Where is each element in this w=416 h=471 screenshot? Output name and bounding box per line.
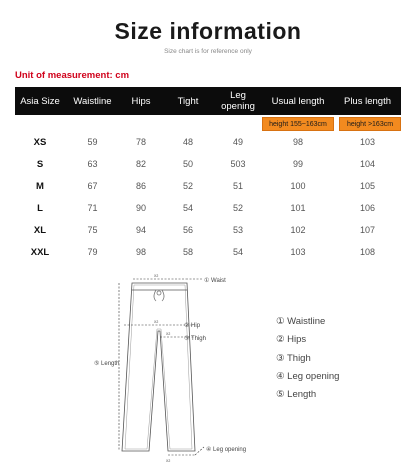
tight-cell: 54 — [182, 203, 193, 213]
size-cell: XXL — [30, 246, 50, 258]
diagram-label-length: ⑤ Length — [94, 361, 120, 367]
tight-cell: 52 — [182, 181, 193, 191]
waistline-cell: 71 — [87, 203, 98, 213]
plus-length-cell: 108 — [359, 247, 376, 257]
usual-length-cell: 98 — [292, 137, 303, 147]
hips-cell: 86 — [135, 181, 146, 191]
usual-length-cell: 103 — [290, 247, 306, 257]
header-waistline: Waistline — [73, 95, 112, 107]
table-row — [15, 219, 401, 241]
diagram-label-leg-opening: ④ Leg opening — [206, 447, 247, 453]
tight-cell: 58 — [182, 247, 193, 257]
waistline-cell: 67 — [87, 181, 98, 191]
table-body — [15, 131, 401, 263]
diagram-label-hip: ② Hip — [184, 323, 201, 329]
usual-length-cell: 101 — [290, 203, 306, 213]
diagram-label-x2-waist: X2 — [154, 274, 159, 278]
waistline-cell: 59 — [87, 137, 98, 147]
diagram-label-thigh: ③ Thigh — [184, 336, 206, 342]
size-cell: S — [36, 158, 44, 170]
plus-length-cell: 104 — [359, 159, 376, 169]
table-row — [15, 241, 401, 263]
tight-cell: 48 — [182, 137, 193, 147]
leg-opening-cell: 503 — [230, 159, 246, 169]
plus-length-cell: 105 — [359, 181, 376, 191]
pants-inner-outline — [125, 285, 192, 449]
legend-item-length: ⑤ Length — [276, 389, 317, 401]
hips-cell: 90 — [135, 203, 146, 213]
leg-opening-cell: 49 — [232, 137, 243, 147]
height-tag-row — [15, 117, 401, 131]
table-row — [15, 175, 401, 197]
leg-opening-cell: 52 — [232, 203, 243, 213]
diagram-label-waist: ① Waist — [204, 278, 226, 284]
diagram-label-x2-thigh: X2 — [166, 332, 171, 336]
legend-item-hips: ② Hips — [276, 334, 307, 346]
waistline-cell: 79 — [87, 247, 98, 257]
leg-opening-cell: 51 — [232, 181, 243, 191]
size-table — [15, 87, 401, 263]
header-leg-opening: Leg opening — [221, 90, 255, 112]
waistline-cell: 63 — [87, 159, 98, 169]
unit-label: Unit of measurement: cm — [15, 70, 130, 81]
waistline-cell: 75 — [87, 225, 98, 235]
size-cell: L — [37, 202, 43, 214]
plus-length-cell: 107 — [359, 225, 376, 235]
size-cell: M — [36, 180, 44, 192]
table-row — [15, 197, 401, 219]
usual-length-cell: 99 — [292, 159, 303, 169]
diagram-label-x2-hip: X2 — [154, 320, 159, 324]
header-tight: Tight — [177, 95, 199, 107]
header-asia-size: Asia Size — [20, 95, 60, 107]
header-hips: Hips — [131, 95, 151, 107]
table-header — [15, 87, 401, 115]
hips-cell: 98 — [135, 247, 146, 257]
usual-length-cell: 102 — [290, 225, 306, 235]
table-row — [15, 153, 401, 175]
tight-cell: 50 — [182, 159, 193, 169]
pants-diagram — [86, 273, 261, 463]
measurement-legend — [276, 313, 339, 404]
hips-cell: 78 — [135, 137, 146, 147]
legend-item-waistline: ① Waistline — [276, 316, 326, 327]
plus-length-cell: 106 — [359, 203, 376, 213]
leg-opening-cell: 54 — [232, 247, 243, 257]
size-cell: XL — [33, 224, 47, 236]
diagram-label-x2-leg: X2 — [166, 459, 171, 463]
page-title: Size information — [114, 18, 302, 44]
plus-length-cell: 103 — [359, 137, 376, 147]
table-row — [15, 131, 401, 153]
usual-height-tag: height 155~163cm — [262, 117, 334, 131]
size-cell: XS — [33, 136, 47, 148]
tight-cell: 56 — [182, 225, 193, 235]
hips-cell: 82 — [135, 159, 146, 169]
leg-opening-cell: 53 — [232, 225, 243, 235]
usual-length-cell: 100 — [290, 181, 306, 191]
header-usual-length: Usual length — [271, 95, 325, 107]
page-subtitle: Size chart is for reference only — [164, 48, 252, 55]
legend-item-thigh: ③ Thigh — [276, 352, 311, 364]
header-plus-length: Plus length — [343, 95, 391, 107]
plus-height-tag: height >163cm — [339, 117, 401, 131]
legend-item-leg-opening: ④ Leg opening — [276, 370, 340, 382]
hips-cell: 94 — [135, 225, 146, 235]
